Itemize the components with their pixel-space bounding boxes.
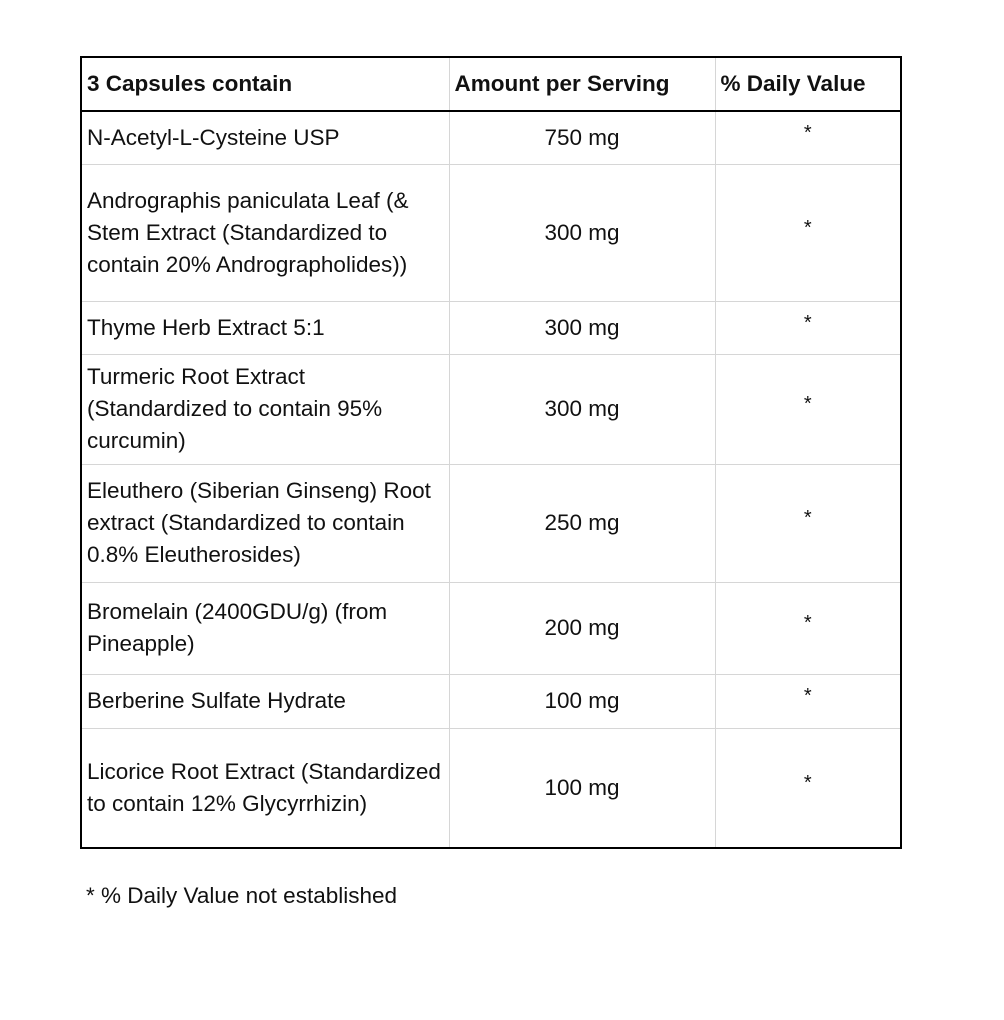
daily-value-mark: * <box>803 685 812 707</box>
table-row <box>81 111 901 164</box>
amount-cell: 200 mg <box>449 582 715 674</box>
amount-cell: 300 mg <box>449 354 715 464</box>
daily-value-cell <box>715 354 901 464</box>
ingredient-cell: Andrographis paniculata Leaf (& Stem Extract (Standardized to contain 20% Andrographolides)) <box>81 164 449 301</box>
daily-value-cell <box>715 301 901 354</box>
amount-cell: 250 mg <box>449 464 715 582</box>
supplement-facts-table <box>80 56 902 849</box>
ingredient-cell: Eleuthero (Siberian Ginseng) Root extract (Standardized to contain 0.8% Eleutherosides) <box>81 464 449 582</box>
table-row <box>81 301 901 354</box>
daily-value-mark: * <box>803 121 812 144</box>
amount-cell: 100 mg <box>449 674 715 728</box>
daily-value-mark: * <box>803 507 812 529</box>
header-ingredient: 3 Capsules contain <box>81 57 449 111</box>
ingredient-cell: Thyme Herb Extract 5:1 <box>81 301 449 354</box>
daily-value-cell <box>715 582 901 674</box>
daily-value-cell <box>715 674 901 728</box>
ingredient-cell: Bromelain (2400GDU/g) (from Pineapple) <box>81 582 449 674</box>
table-row <box>81 582 901 674</box>
daily-value-mark: * <box>803 612 812 634</box>
amount-cell: 750 mg <box>449 111 715 164</box>
daily-value-footnote: * % Daily Value not established <box>86 883 398 908</box>
ingredient-cell: N-Acetyl-L-Cysteine USP <box>81 111 449 164</box>
table-row <box>81 464 901 582</box>
daily-value-mark: * <box>803 311 812 334</box>
table-row <box>81 674 901 728</box>
amount-cell: 100 mg <box>449 728 715 848</box>
daily-value-mark: * <box>803 771 812 794</box>
header-daily-value: % Daily Value <box>715 57 901 111</box>
daily-value-mark: * <box>803 393 812 415</box>
ingredient-cell: Berberine Sulfate Hydrate <box>81 674 449 728</box>
daily-value-cell <box>715 164 901 301</box>
daily-value-cell <box>715 728 901 848</box>
amount-cell: 300 mg <box>449 301 715 354</box>
table-row <box>81 164 901 301</box>
daily-value-cell <box>715 464 901 582</box>
amount-cell: 300 mg <box>449 164 715 301</box>
daily-value-cell <box>715 111 901 164</box>
header-amount: Amount per Serving <box>449 57 715 111</box>
daily-value-mark: * <box>803 216 812 239</box>
ingredient-cell: Turmeric Root Extract (Standardized to contain 95% curcumin) <box>81 354 449 464</box>
ingredient-cell: Licorice Root Extract (Standardized to contain 12% Glycyrrhizin) <box>81 728 449 848</box>
table-row <box>81 728 901 848</box>
table-header-row <box>81 57 901 111</box>
table-row <box>81 354 901 464</box>
